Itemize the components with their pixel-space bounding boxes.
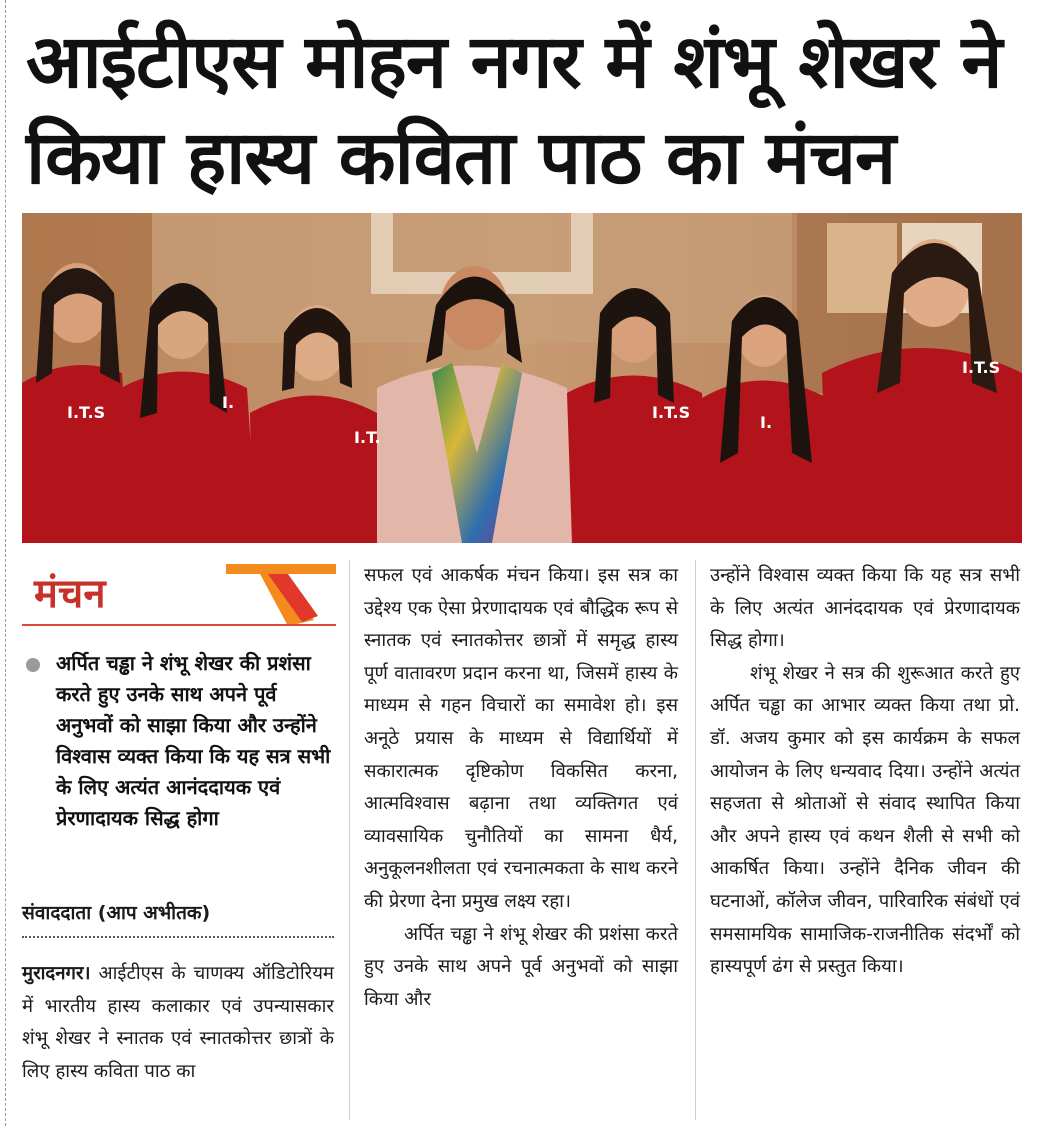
section-logo-icon — [218, 560, 336, 626]
shirt-label: I.T.S — [67, 403, 106, 422]
column-divider — [695, 560, 696, 1120]
article-paragraph: उन्होंने विश्वास व्यक्त किया कि यह सत्र सभी के लिए अत्यंत आनंददायक एवं प्रेरणादायक सिद्ध होगा। — [710, 565, 1020, 652]
shirt-label: I. — [760, 413, 773, 432]
bullet-icon — [26, 658, 40, 672]
dateline: मुरादनगर। — [22, 963, 91, 984]
column-divider — [349, 560, 350, 1120]
article-column-2 — [364, 560, 678, 1016]
shirt-label: I.T.S — [962, 358, 1001, 377]
group-photo — [22, 213, 1022, 543]
article-paragraph: शंभू शेखर ने सत्र की शुरूआत करते हुए अर्पित चड्ढा का आभार व्यक्त किया तथा प्रो. डॉ. अजय कुमार को इस कार्यक्रम के सफल आयोजन के लिए धन्यवाद दिया। उन्होंने अत्यंत सहजता से श्रोताओं से संवाद स्थापित किया और अपने हास्य एवं कथन शैली से सभी को आकर्षित किया। उन्होंने दैनिक जीवन की घटनाओं, कॉलेज जीवन, पारिवारिक संबंधों एवं समसामयिक सामाजिक-राजनीतिक संदर्भों को हास्यपूर्ण ढंग से प्रस्तुत किया। — [710, 662, 1020, 978]
byline: संवाददाता (आप अभीतक) — [22, 902, 211, 924]
article-paragraph: सफल एवं आकर्षक मंचन किया। इस सत्र का उद्देश्य एक ऐसा प्रेरणादायक एवं बौद्धिक रूप से स्नातक एवं स्नातकोत्तर छात्रों में समृद्ध हास्य पूर्ण वातावरण प्रदान करना था, जिसमें हास्य के माध्यम से गहन विचारों का समावेश हो। इस अनूठे प्रयास के माध्यम से विद्यार्थियों में सकारात्मक दृष्टिकोण विकसित करना, आत्मविश्वास बढ़ाना तथा व्यक्तिगत एवं व्यावसायिक चुनौतियों का सामना धैर्य, अनुकूलनशीलता एवं रचनात्मकता के साथ करने की प्रेरणा देना प्रमुख लक्ष्य रहा। — [364, 565, 678, 912]
shirt-label: I.T.S — [652, 403, 691, 422]
article-paragraph: अर्पित चड्ढा ने शंभू शेखर की प्रशंसा करते हुए उनके साथ अपने पूर्व अनुभवों को साझा किया और — [364, 923, 678, 1010]
section-tag — [22, 560, 336, 630]
section-tag-underline — [22, 624, 336, 626]
shirt-label: I.T. — [354, 428, 381, 447]
news-photo — [22, 213, 1022, 543]
page-margin-rule — [5, 0, 6, 1126]
summary-box — [22, 648, 338, 834]
summary-text: अर्पित चड्ढा ने शंभू शेखर की प्रशंसा करते हुए उनके साथ अपने पूर्व अनुभवों को साझा किया और उन्होंने विश्वास व्यक्त किया कि यह सत्र सभी के लिए अत्यंत आनंददायक एवं प्रेरणादायक सिद्ध होगा — [56, 651, 331, 830]
article-column-3 — [710, 560, 1020, 984]
headline: आईटीएस मोहन नगर में शंभू शेखर ने किया हास्य कविता पाठ का मंचन — [26, 19, 1002, 201]
article-column-1 — [22, 958, 334, 1088]
dotted-divider — [22, 936, 334, 938]
shirt-label: I. — [222, 393, 235, 412]
article-text: आईटीएस के चाणक्य ऑडिटोरियम में भारतीय हास्य कलाकार एवं उपन्यासकार शंभू शेखर ने स्नातक एवं स्नातकोत्तर छात्रों के लिए हास्य कविता पाठ का — [22, 963, 334, 1082]
section-tag-label: मंचन — [34, 571, 106, 617]
